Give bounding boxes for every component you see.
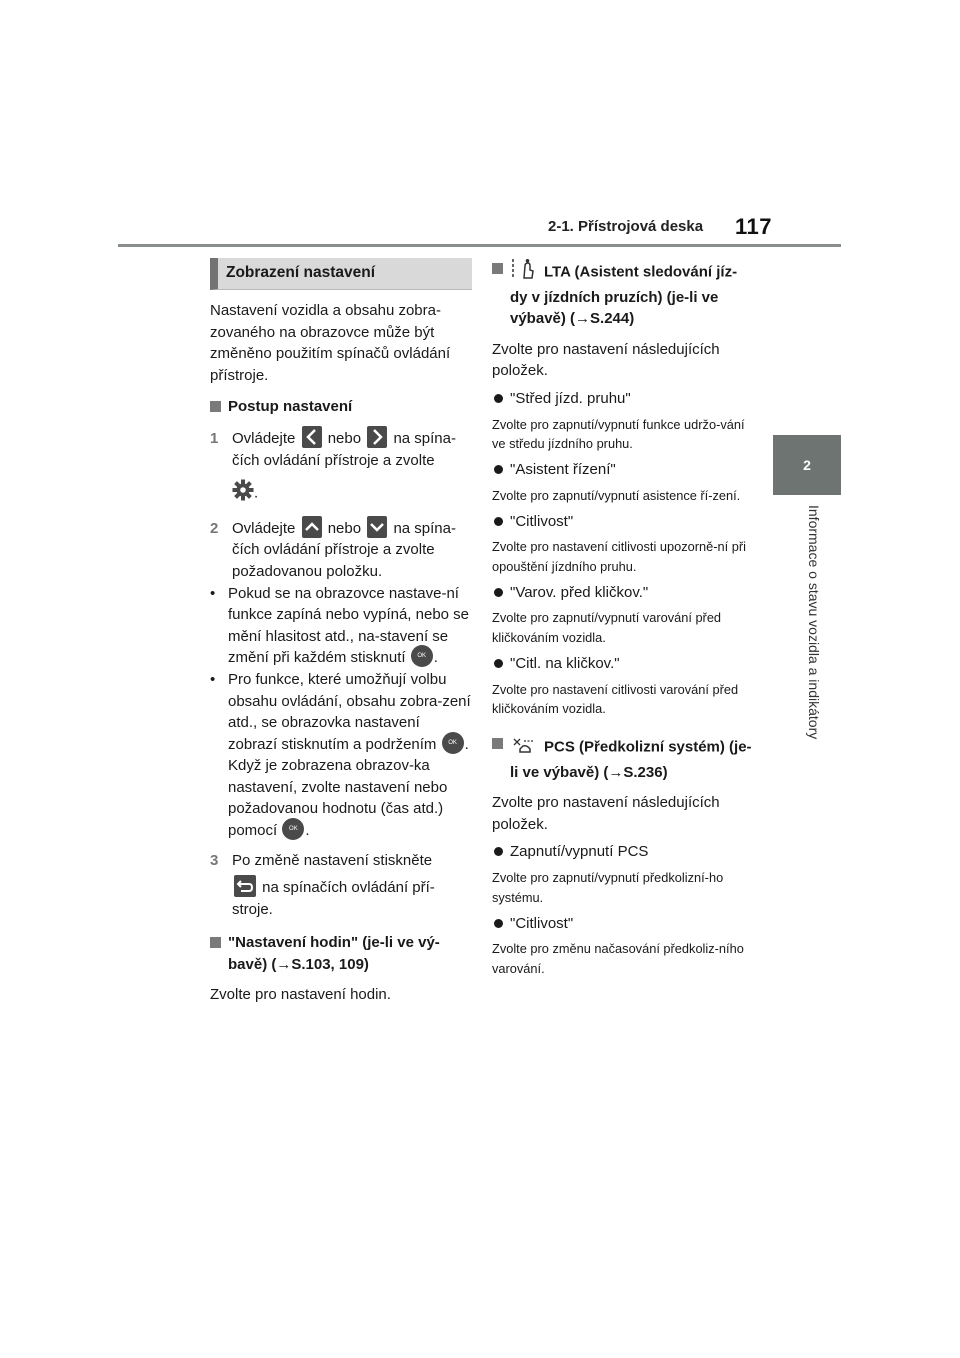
- note-toggle: • Pokud se na obrazovce nastave-ní funkce zapíná nebo vypíná, nebo se mění hlasitost atd., na-stavení se změní při každém stisknutí OK .: [210, 584, 470, 667]
- pcs-item-1-desc: Zvolte pro zapnutí/vypnutí předkolizní-ho systému.: [492, 870, 724, 905]
- square-bullet-icon: [210, 401, 221, 412]
- ok-button-icon: OK: [282, 818, 304, 840]
- pcs-item-2-desc: Zvolte pro změnu načasování předkoliz-ního varování.: [492, 941, 744, 977]
- chevron-up-icon: [302, 516, 322, 538]
- chevron-down-icon: [367, 516, 387, 538]
- chapter-title: Informace o stavu vozidla a indikátory: [806, 505, 822, 740]
- step-number: 1: [210, 429, 219, 447]
- page-number: 117: [735, 214, 772, 239]
- lta-item-2-desc: Zvolte pro zapnutí/vypnutí asistence ří-zení.: [492, 487, 741, 503]
- square-bullet-icon: [210, 937, 221, 948]
- ok-button-icon: OK: [442, 732, 464, 754]
- pcs-item-2-title: "Citlivost": [492, 913, 754, 935]
- section-heading: Zobrazení nastavení: [210, 258, 472, 290]
- chevron-right-icon: [367, 426, 387, 448]
- gear-icon: [232, 479, 254, 508]
- lta-icon: [510, 258, 540, 287]
- lta-item-4-title: "Varov. před kličkov.": [492, 582, 754, 604]
- back-arrow-icon: [234, 875, 256, 897]
- clock-text: Zvolte pro nastavení hodin.: [210, 985, 391, 1003]
- chevron-left-icon: [302, 426, 322, 448]
- lta-list: [492, 388, 754, 719]
- step-number: 2: [210, 519, 219, 537]
- pcs-heading: PCS (Předkolizní systém) (je-li ve výbavě) (→S.236): [492, 733, 754, 783]
- pcs-icon: [510, 733, 540, 762]
- lta-intro: Zvolte pro nastavení následujících položek.: [492, 340, 720, 380]
- ok-button-icon: OK: [411, 645, 433, 667]
- header-rule: [118, 244, 841, 247]
- clock-heading: "Nastavení hodin" (je-li ve vý-bavě) (→S.103, 109): [210, 932, 472, 975]
- lta-item-4-desc: Zvolte pro zapnutí/vypnutí varování před kličkováním vozidla.: [492, 610, 722, 646]
- lta-item-5-desc: Zvolte pro nastavení citlivosti varování před kličkováním vozidla.: [492, 681, 739, 717]
- lta-item-1-desc: Zvolte pro zapnutí/vypnutí funkce udržo-vání ve středu jízdního pruhu.: [492, 416, 745, 452]
- lta-item-2-title: "Asistent řízení": [492, 459, 754, 481]
- pcs-intro: Zvolte pro nastavení následujících položek.: [492, 794, 720, 833]
- square-bullet-icon: [492, 738, 503, 749]
- lta-item-5-title: "Citl. na kličkov.": [492, 653, 754, 675]
- lta-item-3-desc: Zvolte pro nastavení citlivosti upozorně-ní při opouštění jízdního pruhu.: [492, 539, 746, 574]
- right-column: [492, 258, 754, 984]
- pcs-item-1-title: Zapnutí/vypnutí PCS: [492, 841, 754, 863]
- lta-item-1-title: "Střed jízd. pruhu": [492, 388, 754, 410]
- intro-text: Nastavení vozidla a obsahu zobra-zovaného na obrazovce může být změněno použitím spínačů ovládání přístroje.: [210, 302, 451, 384]
- left-column: [210, 258, 472, 1005]
- step-1: 1 Ovládejte nebo na spína-čích ovládání přístroje a zvolte .: [210, 428, 472, 508]
- step-3: 3 Po změně nastavení stiskněte na spínačích ovládání pří-stroje.: [210, 851, 435, 918]
- procedure-heading: Postup nastavení: [210, 396, 472, 418]
- chapter-tab: 2: [773, 435, 841, 495]
- square-bullet-icon: [492, 263, 503, 274]
- step-2: 2 Ovládejte nebo na spína-čích ovládání přístroje a zvolte požadovanou položku.: [210, 518, 472, 583]
- lta-heading: LTA (Asistent sledování jíz-dy v jízdních pruzích) (je-li ve výbavě) (→S.244): [492, 258, 754, 330]
- note-hold: • Pro funkce, které umožňují volbu obsahu ovládání, obsahu zobra-zení atd., se obrazovka nastavení zobrazí stisknutím a podržením OK . Když je zobrazena obrazov-ka nastavení, zvolte nastavení nebo požadovanou hodnotu (čas atd.) pomocí OK .: [210, 670, 471, 840]
- lta-item-3-title: "Citlivost": [492, 511, 754, 533]
- step-number: 3: [210, 851, 219, 869]
- pcs-list: [492, 841, 754, 978]
- header-section-title: 2-1. Přístrojová deska: [548, 218, 704, 235]
